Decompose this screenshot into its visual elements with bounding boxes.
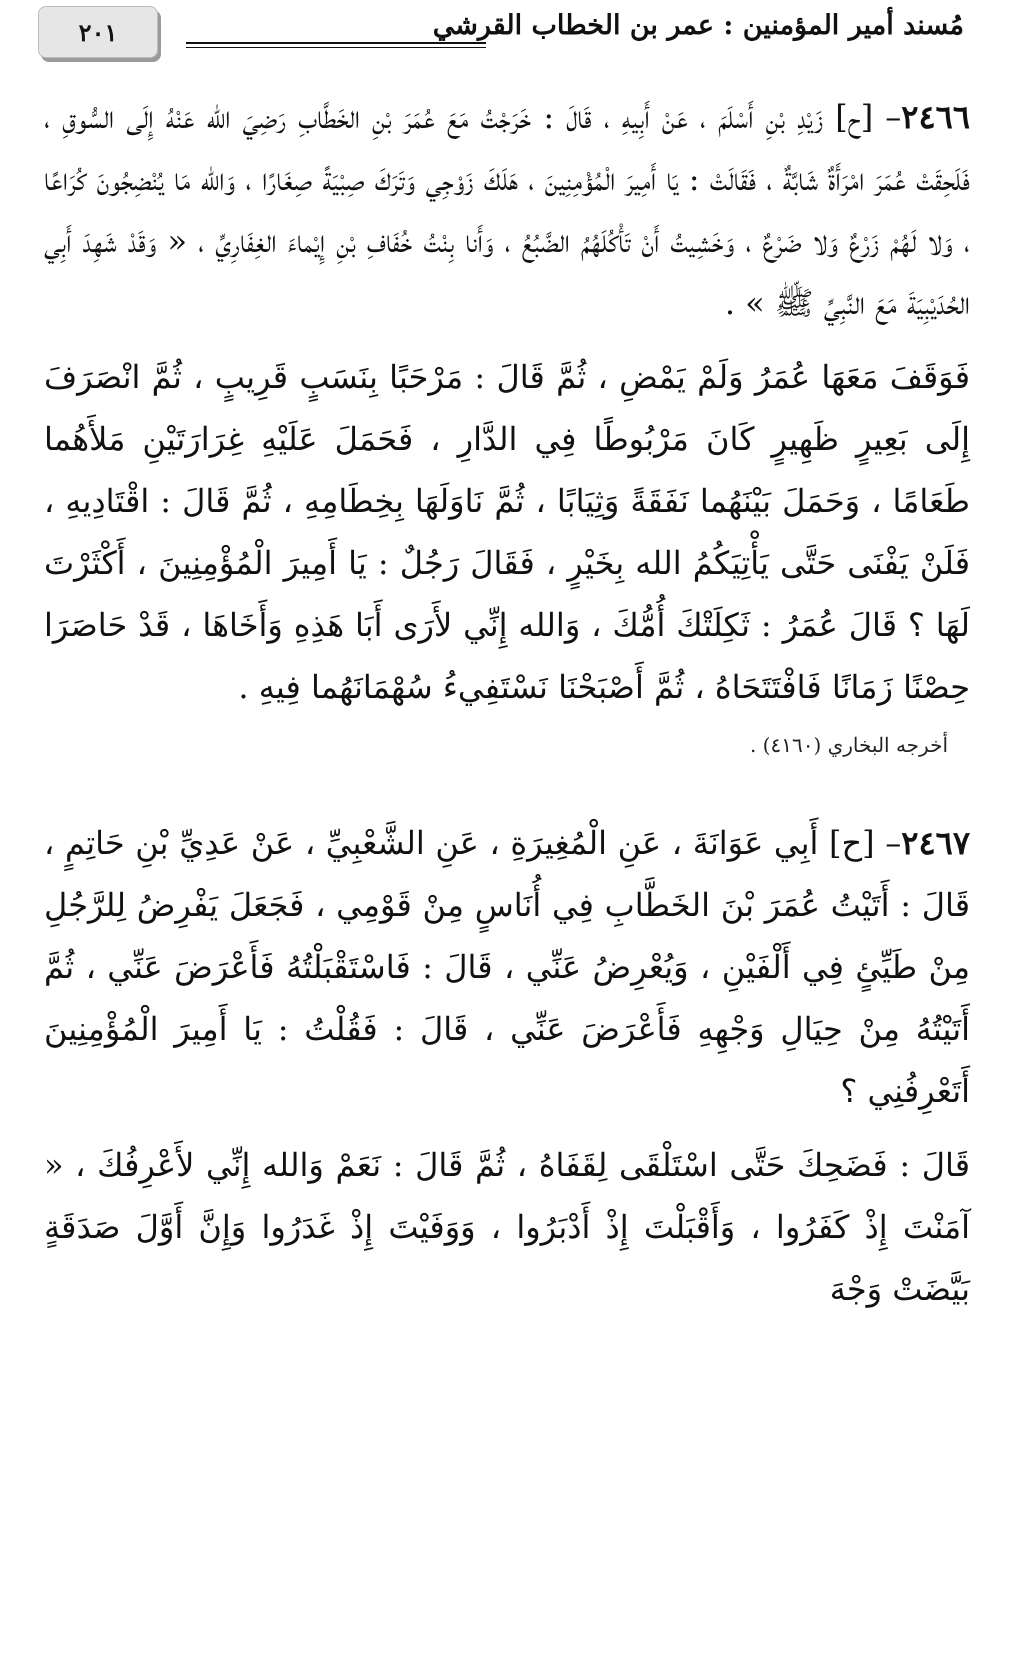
running-title: مُسند أمير المؤمنين : عمر بن الخطاب القرشي [432, 10, 964, 41]
hadith-paragraph: فَوَقَفَ مَعَهَا عُمَرُ وَلَمْ يَمْضِ ، ثُمَّ قَالَ : مَرْحَبًا بِنَسَبٍ قَرِيبٍ ، ثُمَّ انْصَرَفَ إِلَى بَعِيرٍ ظَهِيرٍ كَانَ مَرْبُوطًا فِي الدَّارِ ، فَحَمَلَ عَلَيْهِ غِرَارَتَيْنِ مَلأَهُما طَعَامًا ، وَحَمَلَ بَيْنَهُما نَفَقَةً وَثِيَابًا ، ثُمَّ نَاوَلَهَا بِخِطَامِهِ ، ثُمَّ قَالَ : اقْتَادِيهِ ، فَلَنْ يَفْنَى حَتَّى يَأْتِيَكُمُ الله بِخَيْرٍ ، فَقَالَ رَجُلٌ : يَا أَمِيرَ الْمُؤْمِنِينَ ، أَكْثَرْتَ لَهَا ؟ قَالَ عُمَرُ : ثَكِلَتْكَ أُمُّكَ ، وَالله إِنِّي لأَرَى أَبَا هَذِهِ وَأَخَاهَا ، قَدْ حَاصَرَا حِصْنًا زَمَانًا فَافْتَتَحَاهُ ، ثُمَّ أَصْبَحْنَا نَسْتَفِيءُ سُهْمَانَهُما فِيهِ . [44, 358, 971, 706]
page-body [44, 86, 970, 1332]
hadith-number: ٢٤٦٧ [901, 824, 971, 862]
hadith-paragraph [44, 812, 970, 1122]
hadith-paragraph [44, 86, 970, 334]
hadith-entry [44, 86, 970, 760]
page-header [36, 6, 970, 66]
header-divider [186, 42, 486, 44]
source-note: أخرجه البخاري (٤١٦٠) . [749, 733, 948, 757]
hadith-text: – [ح] أَبِي عَوَانَةَ ، عَنِ الْمُغِيرَةِ ، عَنِ الشَّعْبِيِّ ، عَنْ عَدِيِّ بْنِ حَاتِمٍ ، قَالَ : أَتَيْتُ عُمَرَ بْنَ الخَطَّابِ فِي أُنَاسٍ مِنْ قَوْمِي ، فَجَعَلَ يَفْرِضُ لِلرَّجُلِ مِنْ طَيِّئٍ فِي أَلْفَيْنِ ، وَيُعْرِضُ عَنِّي ، قَالَ : فَاسْتَقْبَلْتُهُ فَأَعْرَضَ عَنِّي ، ثُمَّ أَتَيْتُهُ مِنْ حِيَالِ وَجْهِهِ فَأَعْرَضَ عَنِّي ، قَالَ : فَقُلْتُ : يَا أَمِيرَ الْمُؤْمِنِينَ أَتَعْرِفُنِي ؟ [44, 824, 970, 1110]
header-divider-thin [186, 47, 486, 48]
hadith-entry [44, 812, 970, 1320]
hadith-text: – [ح] زَيْدِ بْنِ أَسْلَمَ ، عَنْ أَبِيهِ ، قَالَ : خَرَجْتُ مَعَ عُمَرَ بْنِ الخَطَّابِ رَضِيَ الله عَنْهُ إِلَى السُّوقِ ، فَلَحِقَتْ عُمَرَ امْرَأَةٌ شَابَّةٌ ، فَقَالَتْ : يَا أَمِيرَ الْمُؤْمِنِينَ ، هَلَكَ زَوْجِي وَتَرَكَ صِبْيَةً صِغَارًا ، وَالله مَا يُنْضِجُونَ كُرَاعًا ، وَلا لَهُمْ زَرْعٌ وَلا ضَرْعٌ ، وَخَشِيتُ أَنْ تَأْكُلَهُمُ الضَّبُعُ ، وَأَنا بِنْتُ خُفَافِ بْنِ إِيْماءَ الغِفَارِيِّ ، « وَقَدْ شَهِدَ أَبِي الحُدَيْبِيَةَ مَعَ النَّبِيِّ ﷺ » . [44, 98, 971, 322]
page-number: ٢٠١ [38, 6, 158, 58]
hadith-number: ٢٤٦٦ [901, 98, 970, 136]
hadith-paragraph: قَالَ : فَضَحِكَ حَتَّى اسْتَلْقَى لِقَفَاهُ ، ثُمَّ قَالَ : نَعَمْ وَالله إِنِّي لأَعْرِفُكَ ، « آمَنْتَ إِذْ كَفَرُوا ، وَأَقْبَلْتَ إِذْ أَدْبَرُوا ، وَوَفَيْتَ إِذْ غَدَرُوا وَإِنَّ أَوَّلَ صَدَقَةٍ بَيَّضَتْ وَجْهَ [44, 1146, 971, 1308]
